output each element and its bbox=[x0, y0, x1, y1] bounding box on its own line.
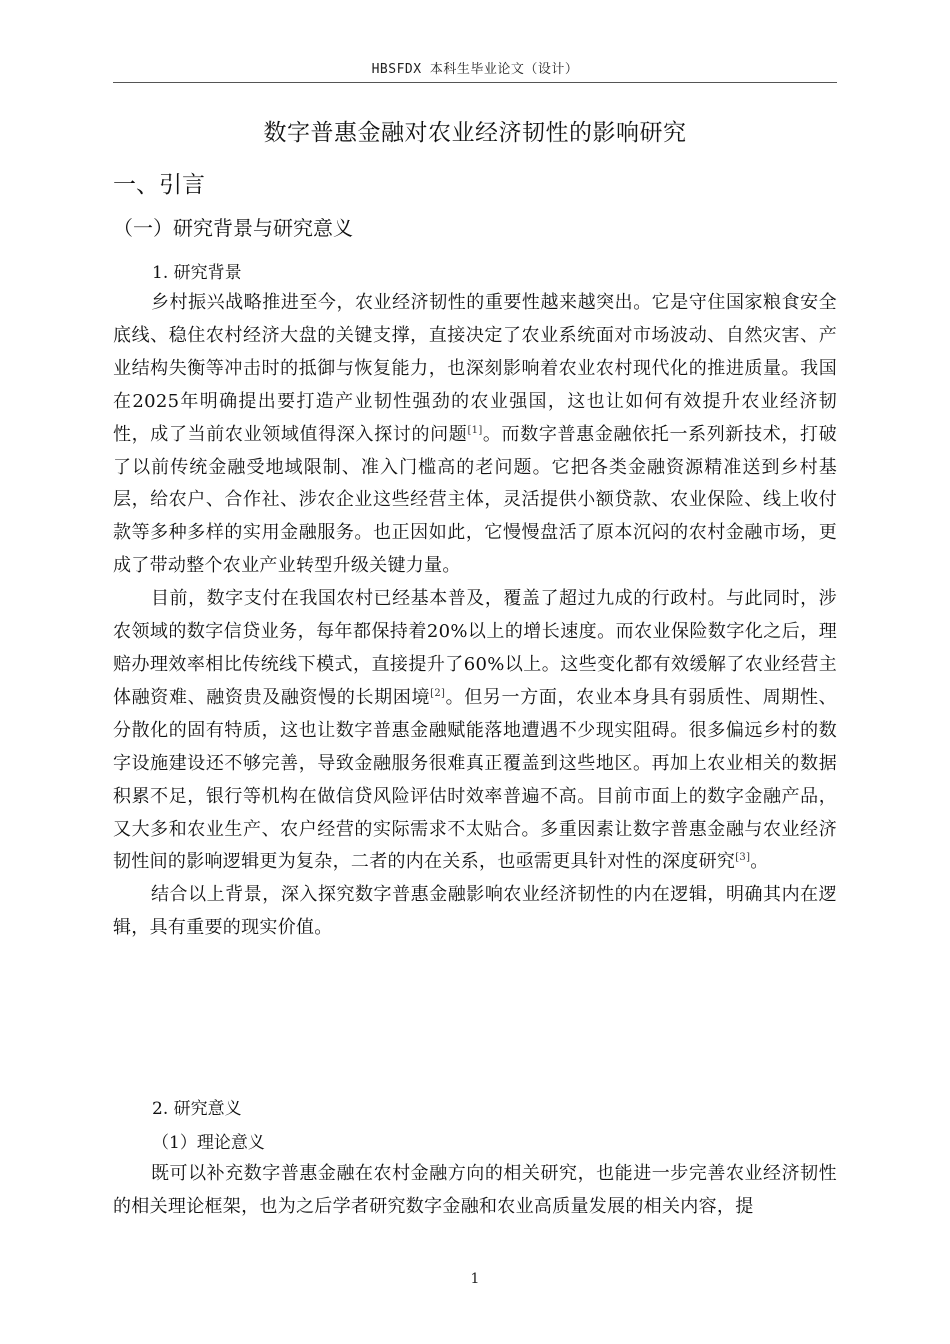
background-paragraph-1: 乡村振兴战略推进至今，农业经济韧性的重要性越来越突出。它是守住国家粮食安全底线、稳住农村经济大盘的关键支撑，直接决定了农业系统面对市场波动、自然灾害、产业结构失衡等冲击时的抵御与恢复能力，也深刻影响着农业农村现代化的推进质量。我国在2025年明确提出要打造产业韧性强劲的农业强国，这也让如何有效提升农业经济韧性，成了当前农业领域值得深入探讨的问题[1]。而数字普惠金融依托一系列新技术，打破了以前传统金融受地域限制、准入门槛高的老问题。它把各类金融资源精准送到乡村基层，给农户、合作社、涉农企业这些经营主体，灵活提供小额贷款、农业保险、线上收付款等多种多样的实用金融服务。也正因如此，它慢慢盘活了原本沉闷的农村金融市场，更成了带动整个农业产业转型升级关键力量。 bbox=[113, 292, 838, 577]
significance-body bbox=[113, 1158, 837, 1224]
heading-number: 1. bbox=[152, 263, 169, 283]
section-heading-introduction: 一、引言 bbox=[113, 172, 205, 198]
heading-text: 研究意义 bbox=[173, 1099, 242, 1119]
page-header: HBSFDX 本科生毕业论文（设计） bbox=[371, 62, 579, 77]
heading-number: 2. bbox=[152, 1099, 169, 1119]
background-body bbox=[113, 287, 837, 945]
significance-paragraph-1: 既可以补充数字普惠金融在农村金融方向的相关研究，也能进一步完善农业经济韧性的相关理论框架，也为之后学者研究数字金融和农业高质量发展的相关内容，提 bbox=[113, 1163, 837, 1217]
background-paragraph-3: 结合以上背景，深入探究数字普惠金融影响农业经济韧性的内在逻辑，明确其内在逻辑，具有重要的现实价值。 bbox=[113, 884, 837, 939]
paper-title: 数字普惠金融对农业经济韧性的影响研究 bbox=[263, 120, 687, 146]
citation-ref-3: [3] bbox=[735, 852, 751, 864]
subsection-heading-background-significance: （一）研究背景与研究意义 bbox=[113, 216, 353, 240]
header-divider bbox=[113, 82, 837, 83]
heading-research-background bbox=[152, 258, 242, 283]
citation-ref-2: [2] bbox=[430, 687, 446, 699]
heading-theoretical-significance: （1）理论意义 bbox=[152, 1133, 265, 1153]
background-paragraph-2: 目前，数字支付在我国农村已经基本普及，覆盖了超过九成的行政村。与此同时，涉农领域的数字信贷业务，每年都保持着20%以上的增长速度。而农业保险数字化之后，理赔办理效率相比传统线下模式，直接提升了60%以上。这些变化都有效缓解了农业经营主体融资难、融资贵及融资慢的长期困境[2]。但另一方面，农业本身具有弱质性、周期性、分散化的固有特质，这也让数字普惠金融赋能落地遭遇不少现实阻碍。很多偏远乡村的数字设施建设还不够完善，导致金融服务很难真正覆盖到这些地区。再加上农业相关的数据积累不足，银行等机构在做信贷风险评估时效率普遍不高。目前市面上的数字金融产品，又大多和农业生产、农户经营的实际需求不太贴合。多重因素让数字普惠金融与农业经济韧性间的影响逻辑更为复杂，二者的内在关系，也亟需更具针对性的深度研究[3]。 bbox=[113, 588, 837, 873]
page-number: 1 bbox=[470, 1271, 480, 1287]
heading-text: 研究背景 bbox=[173, 263, 242, 283]
citation-ref-1: [1] bbox=[467, 424, 483, 436]
heading-research-significance bbox=[152, 1094, 242, 1119]
